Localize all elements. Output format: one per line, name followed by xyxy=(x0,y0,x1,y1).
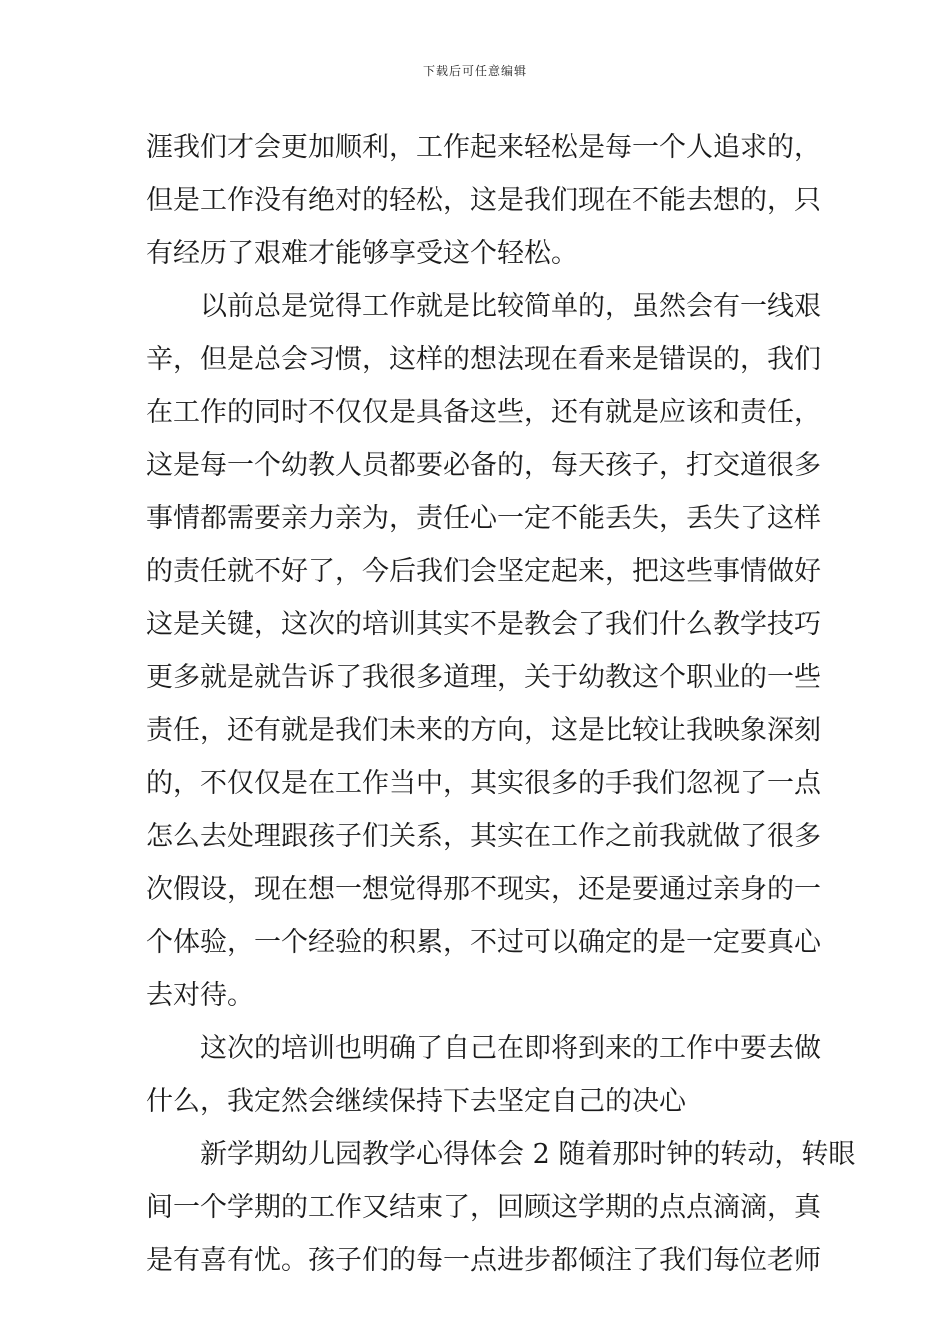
text-line: 次假设，现在想一想觉得那不现实，还是要通过亲身的一 xyxy=(146,874,821,905)
text-line: 涯我们才会更加顺利，工作起来轻松是每一个人追求的， xyxy=(146,132,821,163)
text-line: 的，不仅仅是在工作当中，其实很多的手我们忽视了一点 xyxy=(146,768,821,799)
text-line: 责任，还有就是我们未来的方向，这是比较让我映象深刻 xyxy=(146,715,821,746)
text-line: 间一个学期的工作又结束了，回顾这学期的点点滴滴，真 xyxy=(146,1192,821,1223)
text-line: 去对待。 xyxy=(146,980,254,1011)
text-line: 新学期幼儿园教学心得体会 2 随着那时钟的转动，转眼 xyxy=(200,1139,856,1170)
text-line: 以前总是觉得工作就是比较简单的，虽然会有一线艰 xyxy=(200,291,821,322)
page-header: 下载后可任意编辑 xyxy=(422,64,527,78)
text-line: 是有喜有忧。孩子们的每一点进步都倾注了我们每位老师 xyxy=(146,1245,821,1276)
text-line: 这是关键，这次的培训其实不是教会了我们什么教学技巧 xyxy=(146,609,821,640)
body-text xyxy=(146,121,856,1287)
text-line: 这是每一个幼教人员都要必备的，每天孩子，打交道很多 xyxy=(146,450,821,481)
text-line: 什么，我定然会继续保持下去坚定自己的决心 xyxy=(146,1086,686,1117)
text-line: 有经历了艰难才能够享受这个轻松。 xyxy=(146,238,578,269)
text-line: 辛，但是总会习惯，这样的想法现在看来是错误的，我们 xyxy=(146,344,821,375)
text-line: 怎么去处理跟孩子们关系，其实在工作之前我就做了很多 xyxy=(146,821,821,852)
text-line: 但是工作没有绝对的轻松，这是我们现在不能去想的，只 xyxy=(146,185,821,216)
text-line: 这次的培训也明确了自己在即将到来的工作中要去做 xyxy=(200,1033,821,1064)
text-line: 的责任就不好了，今后我们会坚定起来，把这些事情做好 xyxy=(146,556,821,587)
text-line: 在工作的同时不仅仅是具备这些，还有就是应该和责任， xyxy=(146,397,821,428)
text-line: 更多就是就告诉了我很多道理，关于幼教这个职业的一些 xyxy=(146,662,821,693)
text-line: 个体验，一个经验的积累，不过可以确定的是一定要真心 xyxy=(146,927,821,958)
text-line: 事情都需要亲力亲为，责任心一定不能丢失，丢失了这样 xyxy=(146,503,821,534)
